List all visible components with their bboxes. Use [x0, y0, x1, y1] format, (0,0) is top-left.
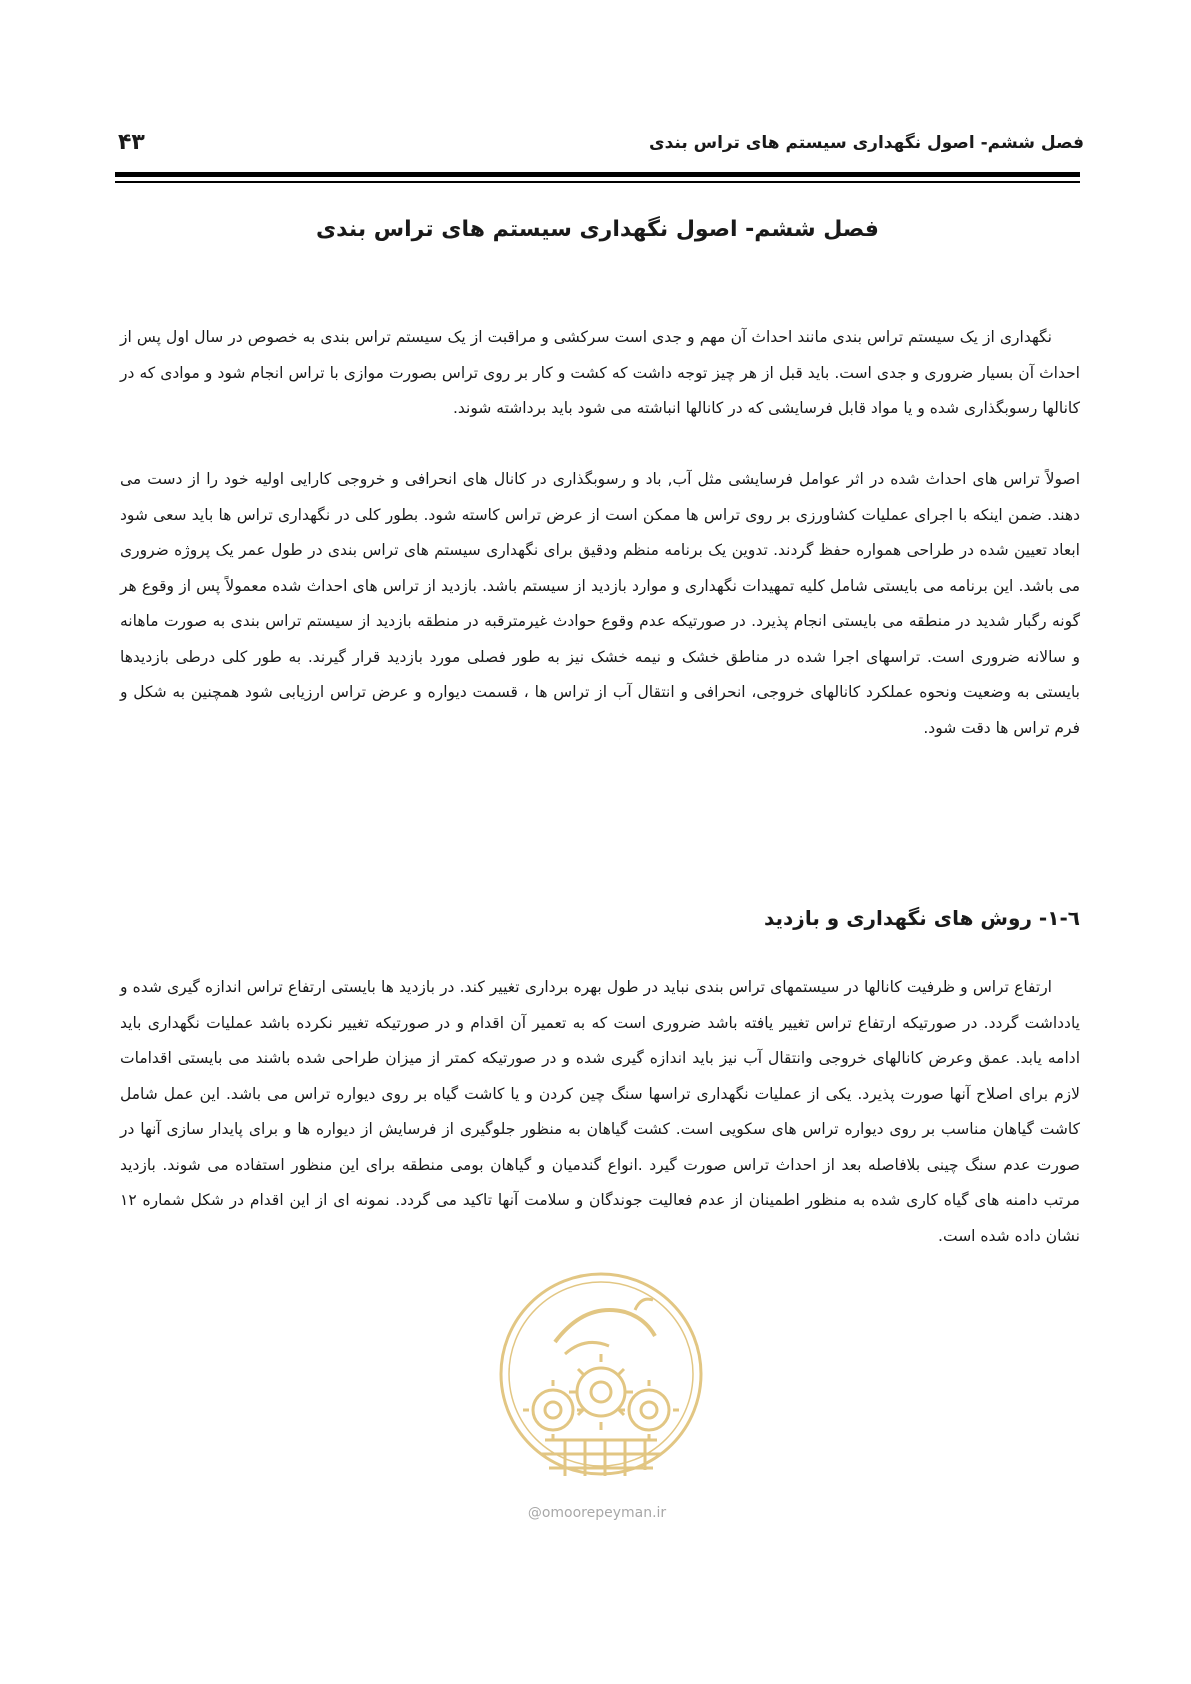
chapter-title: فصل ششم- اصول نگهداری سیستم های تراس بندی — [316, 217, 879, 242]
page-number: ۴۳ — [118, 130, 145, 155]
paragraph-3-text: ارتفاع تراس و ظرفیت کانالها در سیستمهای تراس بندی نباید در طول بهره برداری تغییر کند. در بازدید ها بایستی ارتفاع تراس اندازه گیری شده و یادداشت گردد. در صورتیکه ارتفاع تراس تغییر یافته باشد ضروری است که به تعمیر آن اقدام و در صورتیکه تغییر نکرده باشد عملیات نگهداری باید ادامه یابد. عمق وعرض کانالهای خروجی وانتقال آب نیز باید اندازه گیری شده و در صورتیکه کمتر از میزان طراحی شده باشند می بایستی اقدامات لازم برای اصلاح آنها صورت پذیرد. یکی از عملیات نگهداری تراسها سنگ چین کردن و یا کاشت گیاه بر روی دیواره تراس می باشد. این عمل شامل کاشت گیاهان مناسب بر روی دیواره تراس های سکویی است. کشت گیاهان به منظور جلوگیری از فرسایش از دیواره ها و برای پایدار سازی آنها در صورت عدم سنگ چینی بلافاصله بعد از احداث تراس صورت گیرد .انواع گندمیان و گیاهان بومی منطقه برای این منظور استفاده می شوند. بازدید مرتب دامنه های گیاه کاری شده به منظور اطمینان از عدم فعالیت جوندگان و سلامت آنها تاکید می گردد. نمونه ای از این اقدام در شکل شماره ۱۲ نشان داده شده است. — [120, 978, 1080, 1245]
header-rule-thin — [115, 181, 1080, 183]
watermark-logo — [495, 1262, 707, 1498]
watermark-url: @omoorepeyman.ir — [527, 1505, 667, 1521]
paragraph-3 — [120, 970, 1080, 1254]
running-title: فصل ششم- اصول نگهداری سیستم های تراس بندی — [648, 133, 1084, 153]
header-rule-thick — [115, 172, 1080, 177]
paragraph-2-text: اصولاً تراس های احداث شده در اثر عوامل فرسایشی مثل آب, باد و رسوبگذاری در کانال های انحرافی و خروجی کارایی اولیه خود را از دست می دهند. ضمن اینکه با اجرای عملیات کشاورزی بر روی تراس ها ممکن است از عرض تراس کاسته شود. بطور کلی در نگهداری تراس ها باید سعی شود ابعاد تعیین شده در طراحی همواره حفظ گردند. تدوین یک برنامه منظم ودقیق برای نگهداری سیستم های تراس بندی در طول عمر یک پروژه ضروری می باشد. این برنامه می بایستی شامل کلیه تمهیدات نگهداری و موارد بازدید از سیستم باشد. بازدید از تراس های احداث شده معمولاً پس از وقوع هر گونه رگبار شدید در منطقه می بایستی انجام پذیرد. در صورتیکه عدم وقوع حوادث غیرمترقبه در منطقه بازدید از سیستم تراس بندی به صورت ماهانه و سالانه ضروری است. تراسهای اجرا شده در مناطق خشک و نیمه خشک نیز به طور فصلی مورد بازدید قرار گیرند. به طور کلی درطی بازدیدها بایستی به وضعیت ونحوه عملکرد کانالهای خروجی، انحرافی و انتقال آب از تراس ها ، قسمت دیواره و عرض تراس ارزیابی شود همچنین به شکل و فرم تراس ها دقت شود. — [120, 470, 1080, 737]
paragraph-2 — [120, 462, 1080, 746]
paragraph-1 — [120, 320, 1080, 427]
section-heading: ٦-۱- روش های نگهداری و بازدید — [763, 906, 1080, 930]
paragraph-1-text: نگهداری از یک سیستم تراس بندی مانند احداث آن مهم و جدی است سرکشی و مراقبت از یک سیستم تراس بندی به خصوص در سال اول پس از احداث آن بسیار ضروری و جدی است. باید قبل از هر چیز توجه داشت که کشت و کار بر روی تراس بصورت موازی با تراس انجام شود و موادی که در کانالها رسوبگذاری شده و یا مواد قابل فرسایشی که در کانالها انباشته می شود باید برداشته شوند. — [120, 328, 1080, 417]
running-header — [118, 126, 1084, 160]
